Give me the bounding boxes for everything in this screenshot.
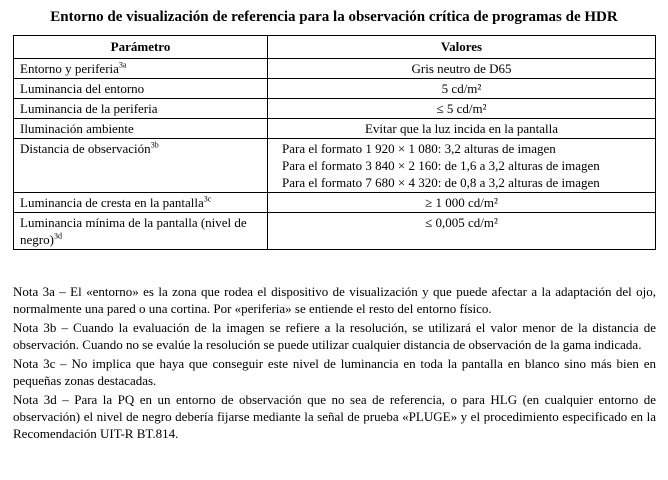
table-title: Entorno de visualización de referencia para la observación crítica de programas de HDR — [50, 9, 618, 25]
param-label: Iluminación ambiente — [20, 121, 134, 136]
param-cell — [14, 193, 268, 213]
param-cell — [14, 213, 268, 250]
footnote-ref: 3b — [150, 140, 159, 150]
param-label: Luminancia de la periferia — [20, 101, 158, 116]
footnote-ref: 3a — [118, 60, 127, 70]
value-text: Para el formato 7 680 × 4 320: de 0,8 a 3,2 alturas de imagen — [282, 175, 600, 190]
table-row — [14, 79, 656, 99]
note-3a: Nota 3a – El «entorno» es la zona que rodea el dispositivo de visualización y que puede afectar a la adaptación del ojo, normalmente una pared o una cortina. Por «periferia» se entiende el resto del entorno físico. — [13, 284, 656, 316]
param-cell — [14, 59, 268, 79]
param-cell — [14, 119, 268, 139]
table-row — [14, 139, 656, 193]
value-cell — [268, 79, 656, 99]
table-row — [14, 99, 656, 119]
param-label: Entorno y periferia — [20, 61, 119, 76]
table-row — [14, 59, 656, 79]
note-3d: Nota 3d – Para la PQ en un entorno de observación que no sea de referencia, o para HLG (en cualquier entorno de observación) el nivel de negro debería fijarse mediante la señal de prueba «PLUGE» y el procedimiento especificado en la Recomendación UIT-R BT.814. — [13, 392, 656, 441]
table-header-row — [14, 36, 656, 59]
table-row — [14, 193, 656, 213]
value-text: Para el formato 1 920 × 1 080: 3,2 alturas de imagen — [282, 141, 556, 156]
value-text: Gris neutro de D65 — [411, 61, 512, 76]
value-cell — [268, 99, 656, 119]
param-cell — [14, 139, 268, 193]
value-text: ≥ 1 000 cd/m² — [425, 195, 498, 210]
table-row — [14, 213, 656, 250]
note-3b: Nota 3b – Cuando la evaluación de la imagen se refiere a la resolución, se utilizará el valor menor de la distancia de observación. Cuando no se evalúe la resolución se puede utilizar cualquier distancia de observación de la gama indicada. — [13, 320, 656, 352]
footnote-ref: 3c — [203, 194, 212, 204]
param-cell — [14, 99, 268, 119]
value-cell — [268, 59, 656, 79]
param-label: Luminancia del entorno — [20, 81, 145, 96]
param-label: Distancia de observación — [20, 141, 151, 156]
value-text: Evitar que la luz incida en la pantalla — [364, 121, 559, 136]
value-text: ≤ 0,005 cd/m² — [425, 215, 498, 230]
reference-environment-table — [13, 35, 656, 250]
param-label: Luminancia mínima de la pantalla (nivel de negro) — [20, 215, 247, 247]
notes-section — [13, 283, 656, 444]
note-3c: Nota 3c – No implica que haya que conseguir este nivel de luminancia en toda la pantalla en blanco sino más bien en pequeñas zonas destacadas. — [13, 356, 656, 388]
value-cell — [268, 139, 656, 193]
header-values: Valores — [268, 36, 656, 59]
param-label: Luminancia de cresta en la pantalla — [20, 195, 204, 210]
value-cell — [268, 119, 656, 139]
header-parameter: Parámetro — [14, 36, 268, 59]
value-cell — [268, 193, 656, 213]
value-text: 5 cd/m² — [441, 81, 482, 96]
table-row — [14, 119, 656, 139]
value-text: Para el formato 3 840 × 2 160: de 1,6 a 3,2 alturas de imagen — [282, 158, 600, 173]
footnote-ref: 3d — [53, 231, 62, 241]
value-cell — [268, 213, 656, 250]
param-cell — [14, 79, 268, 99]
value-text: ≤ 5 cd/m² — [436, 101, 487, 116]
